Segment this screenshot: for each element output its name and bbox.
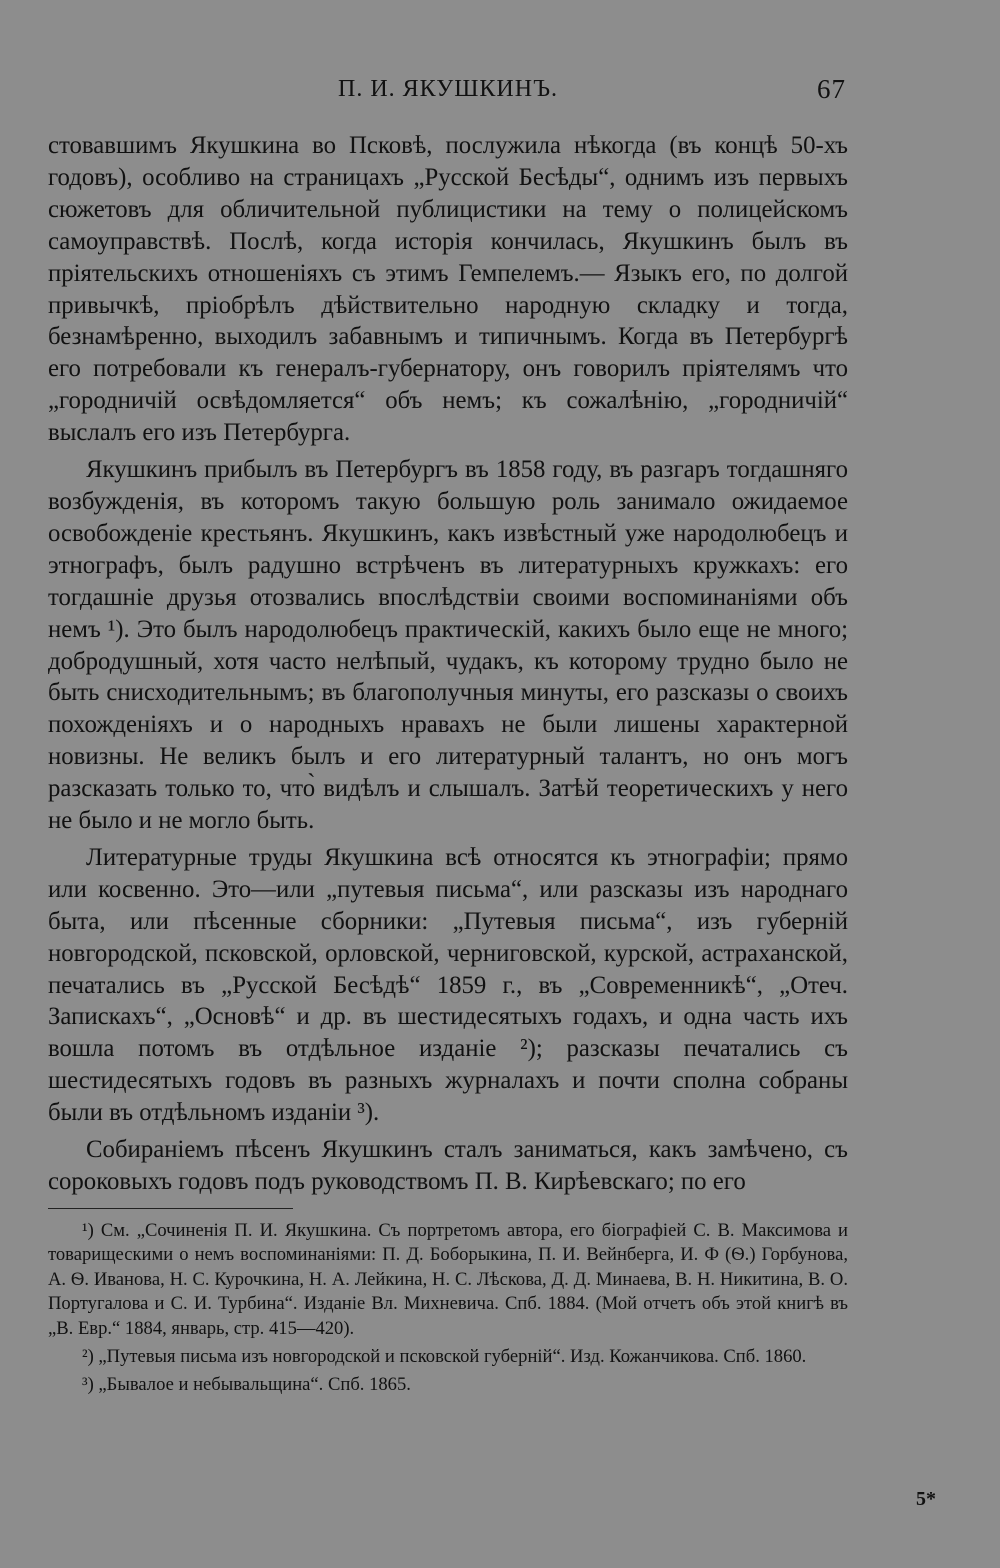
footnote-1: ¹) См. „Сочиненія П. И. Якушкина. Съ портретомъ автора, его біографіей С. В. Максимова и товарищескими о немъ воспоминаніями: П. Д. Боборыкина, П. И. Вейнберга, И. Ф (Ѳ.) Горбунова, А. Ѳ. Иванова, Н. С. Курочкина, Н. А. Лейкина, Н. С. Лѣскова, Д. Д. Минаева, В. Н. Никитина, В. О. Португалова и С. И. Турбина“. Изданіе Вл. Михневича. Спб. 1884. (Мой отчетъ объ этой книгѣ въ „В. Евр.“ 1884, январь, стр. 415—420). [48,1219,848,1339]
page-number: 67 [817,74,846,104]
paragraph-4: Собираніемъ пѣсенъ Якушкинъ сталъ заниматься, какъ замѣчено, съ сороковыхъ годовъ подъ руководствомъ П. В. Кирѣевскаго; по его [48,1136,848,1195]
footnote-2: ²) „Путевыя письма изъ новгородской и псковской губерній“. Изд. Кожанчикова. Спб. 1860. [82,1345,807,1367]
running-title: П. И. ЯКУШКИНЪ. [338,76,559,102]
book-page [48,70,848,1398]
paragraph-1: стовавшимъ Якушкина во Псковѣ, послужила нѣкогда (въ концѣ 50-хъ годовъ), особливо на страницахъ „Русской Бесѣды“, однимъ изъ первыхъ сюжетовъ для обличительной публицистики на тему о полицейскомъ самоуправствѣ. Послѣ, когда исторія кончилась, Якушкинъ былъ въ пріятельскихъ отношеніяхъ съ этимъ Гемпелемъ.— Языкъ его, по долгой привычкѣ, пріобрѣлъ дѣйствительно народную складку и тогда, безнамѣренно, выходилъ забавнымъ и типичнымъ. Когда въ Петербургѣ его потребовали къ генералъ-губернатору, онъ говорилъ пріятелямъ что „городничій освѣдомляется“ объ немъ; къ сожалѣнію, „городничій“ выслалъ его изъ Петербурга. [48,132,848,447]
footnote-3: ³) „Бывалое и небывальщина“. Спб. 1865. [82,1374,411,1396]
signature-mark: 5* [916,1488,936,1510]
paragraph-2: Якушкинъ прибылъ въ Петербургъ въ 1858 году, въ разгаръ тогдашняго возбужденія, въ которомъ такую большую роль занимало ожидаемое освобожденіе крестьянъ. Якушкинъ, какъ извѣстный уже народолюбецъ и этнографъ, былъ радушно встрѣченъ въ литературныхъ кружкахъ: его тогдашніе друзья отозвались впослѣдствіи своими воспоминаніями объ немъ ¹). Это былъ народолюбецъ практическій, какихъ было еще не много; добродушный, хотя часто нелѣпый, чудакъ, къ которому трудно было не быть снисходительнымъ; въ благополучныя минуты, его разсказы о своихъ похожденіяхъ и о народныхъ нравахъ не были лишены характерной новизны. Не великъ былъ и его литературный талантъ, но онъ могъ разсказать только то, что̀ видѣлъ и слышалъ. Затѣй теоретическихъ у него не было и не могло быть. [48,456,848,835]
running-header [48,70,848,110]
main-text [48,130,848,1198]
footnotes [48,1219,848,1398]
footnote-divider [48,1208,293,1209]
paragraph-3: Литературные труды Якушкина всѣ относятся къ этнографіи; прямо или косвенно. Это—или „путевыя письма“, или разсказы изъ народнаго быта, или пѣсенные сборники: „Путевыя письма“, изъ губерній новгородской, псковской, орловской, черниговской, курской, астраханской, печатались въ „Русской Бесѣдѣ“ 1859 г., въ „Современникѣ“, „Отеч. Запискахъ“, „Основѣ“ и др. въ шестидесятыхъ годахъ, и одна часть ихъ вошла потомъ въ отдѣльное изданіе ²); разсказы печатались съ шестидесятыхъ годовъ въ разныхъ журналахъ и почти сполна собраны были въ отдѣльномъ изданіи ³). [48,843,848,1127]
